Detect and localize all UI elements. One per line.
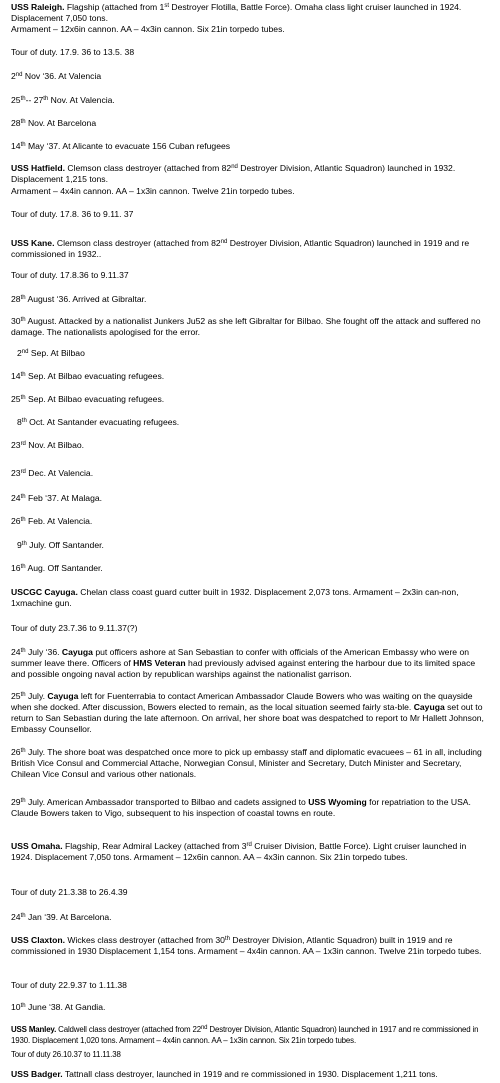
paragraph-36: USS Manley. Caldwell class destroyer (attached from 22nd Destroyer Division, Atlantic Squadron) launched in 1917 and re commissioned in 1930. Displacement 1,020 tons. Armament – 4x4in cannon. AA – 1x3in cannon. Six 21in torpedo tubes.	[11, 1025, 479, 1045]
paragraph-26: 24th July ‘36. Cayuga put officers ashore at San Sebastian to confer with officials of the American Embassy who were on summer leave there. Officers of HMS Veteran had previously advised against entering the harbour due to its limited space and possible ongoing naval action by republican warships against the nationalist garrison.	[11, 647, 476, 679]
paragraph-16: 25th Sep. At Bilbao evacuating refugees.	[11, 394, 165, 404]
paragraph-4: 25th-- 27th Nov. At Valencia.	[11, 95, 115, 105]
paragraph-27: 25th July. Cayuga left for Fuenterrabia to contact American Ambassador Claude Bowers who was waiting on the quayside when she docked. After discussion, Bowers elected to remain, as the local situation seemed fairly sta-ble. Cayuga set out to return to San Sebastian during the late afternoon. On arrival, her shore boat was despatched to report to Mr Hallett Johnson, Embassy Counsellor.	[11, 691, 484, 734]
paragraph-2: Tour of duty. 17.9. 36 to 13.5. 38	[11, 47, 135, 57]
paragraph-0: USS Raleigh. Flagship (attached from 1st Destroyer Flotilla, Battle Force). Omaha class light cruiser launched in 1924. Displacement 7,050 tons.	[11, 2, 462, 23]
paragraph-8: Armament – 4x4in cannon. AA – 1x3in cannon. Twelve 21in torpedo tubes.	[11, 186, 295, 196]
paragraph-21: 26th Feb. At Valencia.	[11, 516, 93, 526]
paragraph-12: 28th August ‘36. Arrived at Gibraltar.	[11, 294, 147, 304]
paragraph-34: Tour of duty 22.9.37 to 1.11.38	[11, 980, 127, 990]
paragraph-7: USS Hatfield. Clemson class destroyer (attached from 82nd Destroyer Division, Atlantic Squadron) launched in 1932. Displacement 1,215 tons.	[11, 163, 456, 184]
paragraph-3: 2nd Nov ‘36. At Valencia	[11, 71, 102, 81]
paragraph-20: 24th Feb ‘37. At Malaga.	[11, 493, 103, 503]
paragraph-24: USCGC Cayuga. Chelan class coast guard cutter built in 1932. Displacement 2,073 tons. Armament – 2x3in can-non, 1xmachine gun.	[11, 587, 459, 608]
paragraph-17: 8th Oct. At Santander evacuating refugees.	[17, 417, 180, 427]
paragraph-32: 24th Jan ‘39. At Barcelona.	[11, 912, 112, 922]
paragraph-15: 14th Sep. At Bilbao evacuating refugees.	[11, 371, 165, 381]
paragraph-11: Tour of duty. 17.8.36 to 9.11.37	[11, 270, 129, 280]
paragraph-10: USS Kane. Clemson class destroyer (attached from 82nd Destroyer Division, Atlantic Squadron) launched in 1919 and re commissioned in 1932..	[11, 238, 470, 259]
paragraph-18: 23rd Nov. At Bilbao.	[11, 440, 85, 450]
paragraph-6: 14th May ‘37. At Alicante to evacuate 156 Cuban refugees	[11, 141, 231, 151]
paragraph-19: 23rd Dec. At Valencia.	[11, 468, 94, 478]
paragraph-1: Armament – 12x6in cannon. AA – 4x3in cannon. Six 21in torpedo tubes.	[11, 24, 285, 34]
paragraph-22: 9th July. Off Santander.	[17, 540, 104, 550]
paragraph-5: 28th Nov. At Barcelona	[11, 118, 97, 128]
paragraph-35: 10th June ‘38. At Gandia.	[11, 1002, 106, 1012]
paragraph-14: 2nd Sep. At Bilbao	[17, 348, 85, 358]
paragraph-25: Tour of duty 23.7.36 to 9.11.37(?)	[11, 623, 138, 633]
paragraph-29: 29th July. American Ambassador transported to Bilbao and cadets assigned to USS Wyoming for repatriation to the USA. Claude Bowers taken to Vigo, subsequent to his inspection of coastal towns en route.	[11, 797, 471, 818]
paragraph-33: USS Claxton. Wickes class destroyer (attached from 30th Destroyer Division, Atlantic Squadron) built in 1919 and re commissioned in 1930 Displacement 1,154 tons. Armament – 4x4in cannon. AA – 1x3in cannon. Twelve 21in torpedo tubes.	[11, 935, 482, 956]
paragraph-38: USS Badger. Tattnall class destroyer, launched in 1919 and re commissioned in 1930. Displacement 1,211 tons.	[11, 1069, 438, 1079]
paragraph-30: USS Omaha. Flagship, Rear Admiral Lackey (attached from 3rd Cruiser Division, Battle Force). Light cruiser launched in 1924. Displacement 7,050 tons. Armament – 12x6in cannon. AA – 4x3in cannon. Six 21in torpedo tubes.	[11, 841, 467, 862]
paragraph-13: 30th August. Attacked by a nationalist Junkers Ju52 as she left Gibraltar for Bilbao. She fought off the attack and suffered no damage. The nationalists apologised for the error.	[11, 316, 481, 337]
paragraph-23: 16th Aug. Off Santander.	[11, 563, 103, 573]
paragraph-37: Tour of duty 26.10.37 to 11.11.38	[11, 1050, 121, 1059]
paragraph-28: 26th July. The shore boat was despatched once more to pick up embassy staff and diplomatic evacuees – 61 in all, including British Vice Consul and Commercial Attache, Norwegian Consul, Minister and Secretary, Dutch Minister and Secretary, Chilean Vice Consul and various other nationals.	[11, 747, 482, 779]
paragraph-31: Tour of duty 21.3.38 to 26.4.39	[11, 887, 128, 897]
paragraph-9: Tour of duty. 17.8. 36 to 9.11. 37	[11, 209, 134, 219]
